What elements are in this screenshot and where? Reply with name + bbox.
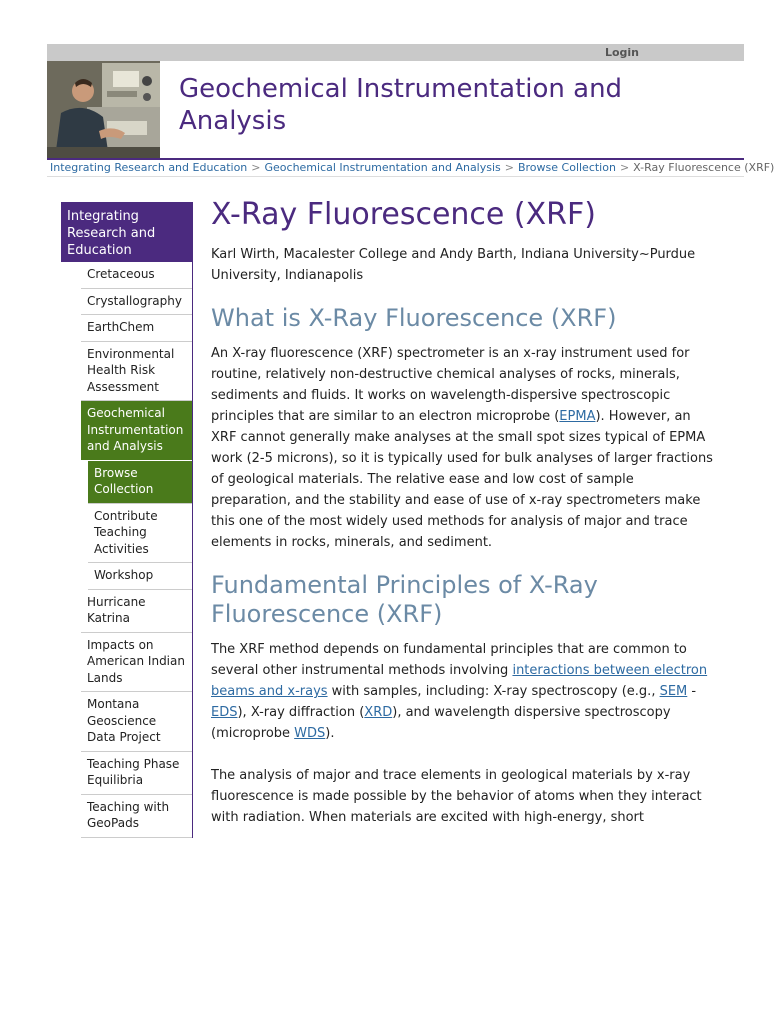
header-photo — [47, 61, 160, 158]
link-wds[interactable]: WDS — [294, 726, 326, 741]
breadcrumb-current: X-Ray Fluorescence (XRF) — [633, 161, 774, 174]
sidebar-item-phase-equilibria[interactable]: Teaching Phase Equilibria — [81, 752, 192, 795]
sidebar-item-cretaceous[interactable]: Cretaceous — [81, 262, 192, 289]
top-bar — [47, 44, 744, 61]
sidebar-item-montana[interactable]: Montana Geoscience Data Project — [81, 692, 192, 752]
link-sem[interactable]: SEM — [659, 684, 688, 699]
sidebar-subitem-workshop[interactable]: Workshop — [88, 563, 192, 590]
breadcrumb-link-integrating[interactable]: Integrating Research and Education — [50, 161, 248, 174]
main-content — [211, 196, 716, 828]
section-heading-fundamental-principles: Fundamental Principles of X-Ray Fluorescence (XRF) — [211, 571, 598, 628]
text: ). However, an XRF cannot generally make analyses at the small spot sizes typical of EPMA work (2-5 microns), so it is typically used for bulk analyses of larger fractions of geological materials. The relative ease and low cost of sample preparation, and the stability and ease of use of x-ray spectrometers make this one of the most widely used methods for analysis of major and trace elements in rocks, minerals, and sediment. — [211, 409, 713, 550]
text: with samples, including: X-ray spectroscopy (e.g., — [327, 684, 660, 699]
link-xrd[interactable]: XRD — [364, 705, 393, 720]
sidebar-item-hurricane-katrina[interactable]: Hurricane Katrina — [81, 590, 192, 633]
paragraph-fundamentals — [211, 639, 716, 744]
breadcrumb — [47, 160, 774, 177]
text: ), X-ray diffraction ( — [237, 705, 365, 720]
sidebar-item-impacts-american-indian[interactable]: Impacts on American Indian Lands — [81, 633, 192, 693]
sidebar-item-crystallography[interactable]: Crystallography — [81, 289, 192, 316]
link-epma[interactable]: EPMA — [559, 409, 596, 424]
text: ), and wavelength dispersive spectroscopy (microprobe — [211, 705, 671, 741]
authors: Karl Wirth, Macalester College and Andy Barth, Indiana University~Purdue University, Indianapolis — [211, 247, 696, 283]
sidebar-item-environmental-health[interactable]: Environmental Health Risk Assessment — [81, 342, 192, 402]
sidebar-subitem-contribute[interactable]: Contribute Teaching Activities — [88, 504, 192, 564]
sidebar-subitem-browse-collection[interactable]: Browse Collection — [88, 461, 192, 504]
breadcrumb-separator: > — [251, 161, 261, 174]
text: An X-ray fluorescence (XRF) spectrometer is an x-ray instrument used for routine, relatively non-destructive chemical analyses of rocks, minerals, sediments and fluids. It works on wavelength-dispersive spectroscopic principles that are similar to an electron microprobe ( — [211, 346, 690, 424]
text: The XRF method depends on fundamental principles that are common to several other instrumental methods involving — [211, 642, 687, 678]
login-link[interactable]: Login — [604, 46, 639, 59]
link-eds[interactable]: EDS — [211, 705, 238, 720]
breadcrumb-link-geochemical[interactable]: Geochemical Instrumentation and Analysis — [264, 161, 501, 174]
sidebar-head-integrating[interactable]: Integrating Research and Education — [61, 202, 192, 262]
sidebar-item-geopads[interactable]: Teaching with GeoPads — [81, 795, 192, 838]
section-heading-what-is-xrf: What is X-Ray Fluorescence (XRF) — [211, 304, 617, 332]
breadcrumb-link-browse[interactable]: Browse Collection — [517, 161, 616, 174]
site-title[interactable]: Geochemical Instrumentation and Analysis — [179, 74, 623, 136]
page-title: X-Ray Fluorescence (XRF) — [211, 197, 596, 232]
paragraph-analysis: The analysis of major and trace elements in geological materials by x-ray fluorescence is made possible by the behavior of atoms when they interact with radiation. When materials are excited with high-energy, short — [211, 768, 702, 825]
paragraph-intro — [211, 343, 716, 553]
text: ). — [325, 726, 335, 741]
sidebar-item-geochemical[interactable]: Geochemical Instrumentation and Analysis — [81, 401, 192, 461]
breadcrumb-separator: > — [504, 161, 514, 174]
breadcrumb-separator: > — [619, 161, 630, 174]
text: - — [687, 684, 697, 699]
sidebar-nav — [61, 202, 193, 838]
sidebar-item-earthchem[interactable]: EarthChem — [81, 315, 192, 342]
link-interactions[interactable]: interactions between electron beams and x-rays — [211, 663, 708, 699]
site-header — [47, 61, 744, 160]
